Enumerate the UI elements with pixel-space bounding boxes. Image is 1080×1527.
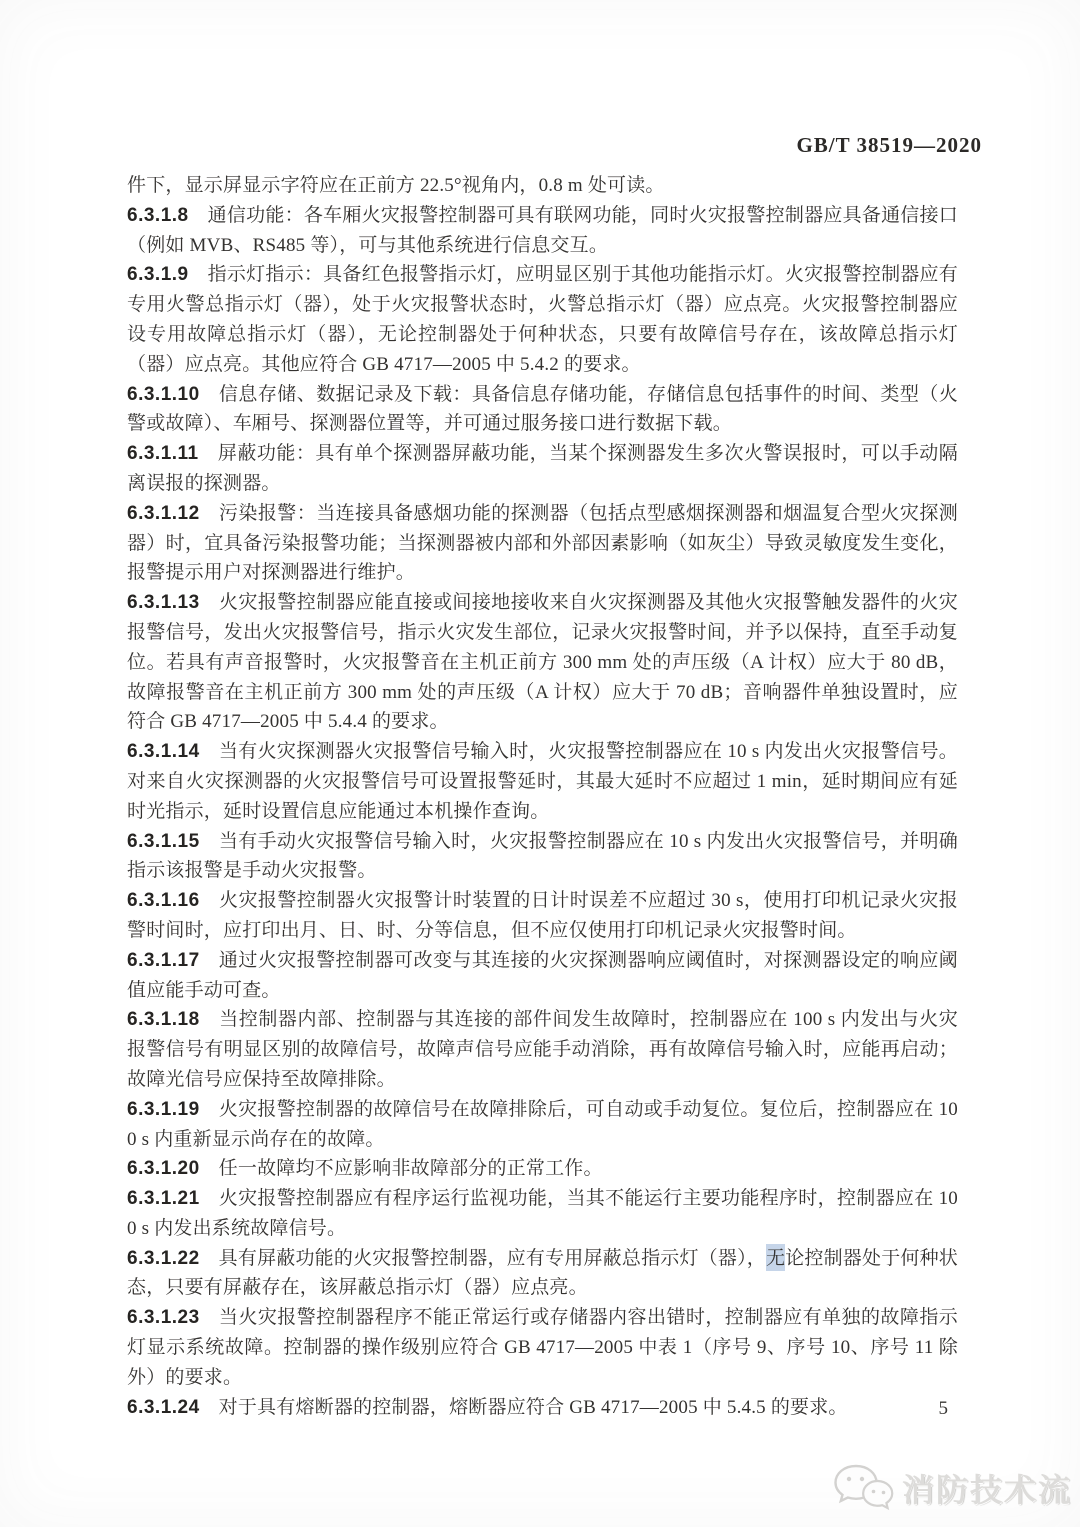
- clause-number: 6.3.1.9: [127, 264, 189, 286]
- clause-text: 火灾报警控制器的故障信号在故障排除后，可自动或手动复位。复位后，控制器应在 100 s 内重新显示尚存在的故障。: [127, 1098, 958, 1150]
- continuation-paragraph: [127, 171, 958, 201]
- clause-number: 6.3.1.11: [127, 443, 199, 465]
- clause-text: 火灾报警控制器火灾报警计时装置的日计时误差不应超过 30 s，使用打印机记录火灾报警时间时，应打印出月、日、时、分等信息，但不应仅使用打印机记录火灾报警时间。: [127, 890, 958, 941]
- clause-text: 任一故障均不应影响非故障部分的正常工作。: [218, 1158, 603, 1180]
- clause-text: 当有火灾探测器火灾报警信号输入时，火灾报警控制器应在 10 s 内发出火灾报警信号。对来自火灾探测器的火灾报警信号可设置报警延时，其最大延时不应超过 1 min，延时期间应有延时光指示，延时设置信息应能通过本机操作查询。: [127, 741, 958, 822]
- clause-text: 火灾报警控制器应能直接或间接地接收来自火灾探测器及其他火灾报警触发器件的火灾报警信号，发出火灾报警信号，指示火灾发生部位，记录火灾报警时间，并予以保持，直至手动复位。若具有声音报警时，火灾报警音在主机正前方 300 mm 处的声压级（A 计权）应大于 80 dB，故障报警音在主机正前方 300 mm 处的声压级（A 计权）应大于 70 dB；音响器件单独设置时，应符合 GB 4717—2005 中 5.4.4 的要求。: [127, 592, 958, 733]
- clause-paragraph: [127, 946, 958, 1006]
- clause-paragraph: [127, 1154, 958, 1184]
- clause-paragraph: [127, 260, 958, 379]
- clause-paragraph: [127, 1005, 958, 1094]
- clause-number: 6.3.1.21: [127, 1188, 200, 1210]
- standard-number-header: GB/T 38519—2020: [796, 133, 982, 157]
- clause-number: 6.3.1.8: [127, 204, 189, 226]
- clause-text: 指示灯指示：具备红色报警指示灯，应明显区别于其他功能指示灯。火灾报警控制器应有专用火警总指示灯（器），处于火灾报警状态时，火警总指示灯（器）应点亮。火灾报警控制器应设专用故障总指示灯（器），无论控制器处于何种状态，只要有故障信号存在，该故障总指示灯（器）应点亮。其他应符合 GB 4717—2005 中 5.4.2 的要求。: [127, 264, 958, 375]
- clause-number: 6.3.1.24: [127, 1396, 200, 1418]
- clause-text: 件下，显示屏显示字符应在正前方 22.5°视角内，0.8 m 处可读。: [127, 175, 665, 196]
- clause-paragraph: [127, 737, 958, 826]
- clause-number: 6.3.1.22: [127, 1247, 200, 1269]
- clause-text: 通信功能：各车厢火灾报警控制器可具有联网功能，同时火灾报警控制器应具备通信接口（例如 MVB、RS485 等），可与其他系统进行信息交互。: [127, 204, 958, 256]
- watermark: [832, 1463, 1072, 1513]
- watermark-text: 消防技术流: [901, 1472, 1072, 1508]
- clause-paragraph: [127, 1184, 958, 1244]
- clause-number: 6.3.1.10: [127, 383, 200, 405]
- clause-number: 6.3.1.20: [127, 1158, 200, 1180]
- clause-number: 6.3.1.19: [127, 1098, 200, 1120]
- clause-paragraph: [127, 439, 958, 499]
- clause-text: 火灾报警控制器应有程序运行监视功能，当其不能运行主要功能程序时，控制器应在 100 s 内发出系统故障信号。: [127, 1188, 958, 1239]
- wechat-icon: [832, 1463, 894, 1513]
- clause-text: 当控制器内部、控制器与其连接的部件间发生故障时，控制器应在 100 s 内发出与火灾报警信号有明显区别的故障信号，故障声信号应能手动消除，再有故障信号输入时，应能再启动；故障光信号应保持至故障排除。: [127, 1009, 958, 1090]
- clause-paragraph: [127, 1303, 958, 1392]
- clause-number: 6.3.1.13: [127, 592, 200, 614]
- clause-text: 污染报警：当连接具备感烟功能的探测器（包括点型感烟探测器和烟温复合型火灾探测器）时，宜具备污染报警功能；当探测器被内部和外部因素影响（如灰尘）导致灵敏度发生变化，报警提示用户对探测器进行维护。: [127, 502, 958, 584]
- clause-text: 对于具有熔断器的控制器，熔断器应符合 GB 4717—2005 中 5.4.5 的要求。: [218, 1396, 848, 1418]
- clause-text: 信息存储、数据记录及下载：具备信息存储功能，存储信息包括事件的时间、类型（火警或故障）、车厢号、探测器位置等，并可通过服务接口进行数据下载。: [127, 383, 958, 435]
- clause-paragraph: [127, 588, 958, 737]
- clause-text: 通过火灾报警控制器可改变与其连接的火灾探测器响应阈值时，对探测器设定的响应阈值应能手动可查。: [127, 949, 958, 1001]
- clause-paragraph: [127, 380, 958, 440]
- clause-number: 6.3.1.17: [127, 949, 200, 971]
- clause-paragraph: [127, 201, 958, 261]
- clause-text: 当有手动火灾报警信号输入时，火灾报警控制器应在 10 s 内发出火灾报警信号，并明确指示该报警是手动火灾报警。: [127, 830, 958, 882]
- clause-number: 6.3.1.14: [127, 741, 200, 763]
- clause-text: 具有屏蔽功能的火灾报警控制器，应有专用屏蔽总指示灯（器），: [218, 1247, 766, 1269]
- clause-paragraph: [127, 1244, 958, 1304]
- clause-number: 6.3.1.12: [127, 502, 200, 524]
- selection-highlight: 无: [765, 1247, 786, 1269]
- clause-number: 6.3.1.15: [127, 830, 200, 852]
- clause-paragraph: [127, 886, 958, 946]
- clause-paragraph: [127, 827, 958, 887]
- clause-paragraph: [127, 499, 958, 588]
- clause-text: 当火灾报警控制器程序不能正常运行或存储器内容出错时，控制器应有单独的故障指示灯显示系统故障。控制器的操作级别应符合 GB 4717—2005 中表 1（序号 9、序号 10、序号 11 除外）的要求。: [127, 1307, 958, 1388]
- clause-number: 6.3.1.18: [127, 1009, 200, 1031]
- clause-text: 论控制器处于何种状态，只要有屏蔽存在，该屏蔽总指示灯（器）应点亮。: [127, 1247, 958, 1299]
- document-body: [127, 171, 958, 1422]
- clause-number: 6.3.1.16: [127, 890, 200, 912]
- clause-number: 6.3.1.23: [127, 1307, 200, 1329]
- clause-paragraph: [127, 1095, 958, 1155]
- page-number: 5: [938, 1398, 948, 1419]
- clause-paragraph: [127, 1393, 958, 1423]
- clause-text: 屏蔽功能：具有单个探测器屏蔽功能，当某个探测器发生多次火警误报时，可以手动隔离误报的探测器。: [127, 443, 958, 494]
